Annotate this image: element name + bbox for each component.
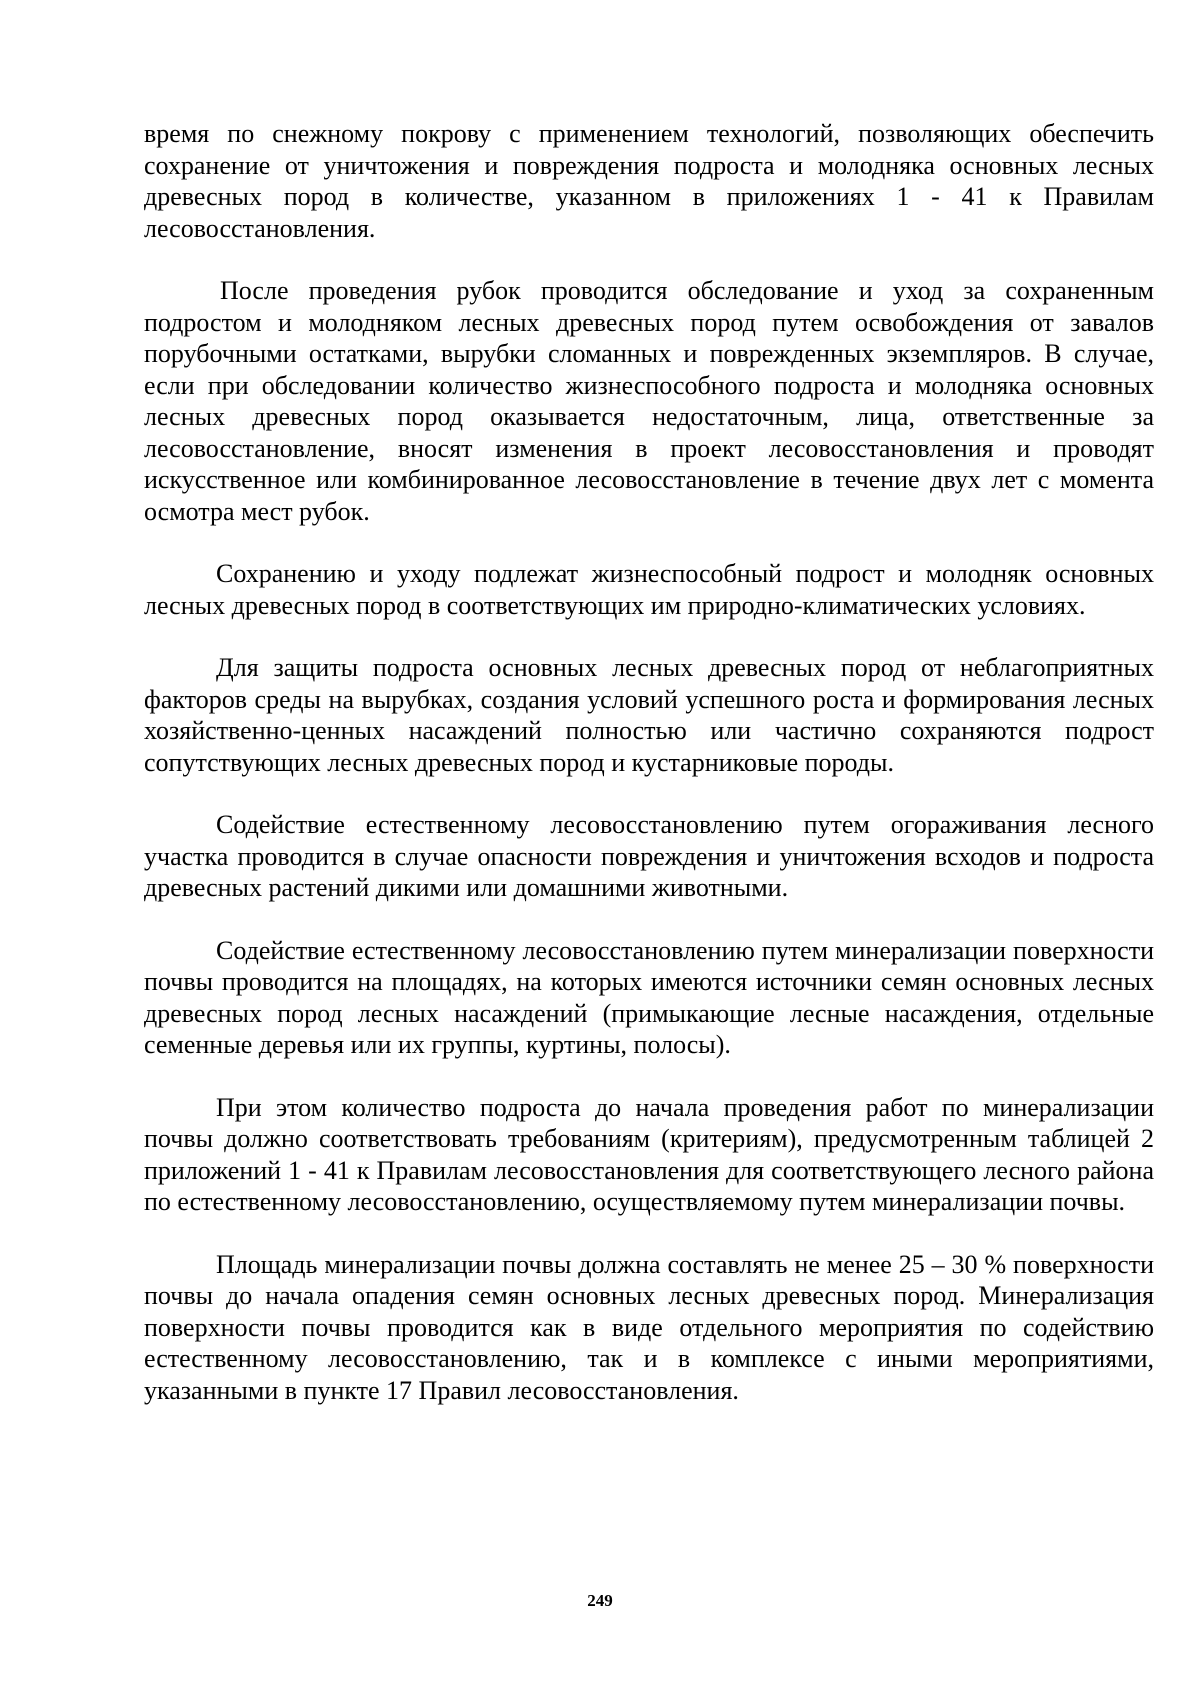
document-body (144, 118, 1154, 1406)
page-number: 249 (587, 1591, 613, 1610)
paragraph-7: При этом количество подроста до начала проведения работ по минерализации почвы должно соответствовать требованиям (критериям), предусмотренным таблицей 2 приложений 1 - 41 к Правилам лесовосстановления для соответствующего лесного района по естественному лесовосстановлению, осуществляемому путем минерализации почвы. (144, 1092, 1154, 1216)
paragraph-1: время по снежному покрову с применением технологий, позволяющих обеспечить сохранение от уничтожения и повреждения подроста и молодняка основных лесных древесных пород в количестве, указанном в приложениях 1 - 41 к Правилам лесовосстановления. (144, 119, 1154, 243)
paragraph-3: Сохранению и уходу подлежат жизнеспособный подрост и молодняк основных лесных древесных пород в соответствующих им природно-климатических условиях. (144, 559, 1154, 620)
paragraph-2: После проведения рубок проводится обследование и уход за сохраненным подростом и молодняком лесных древесных пород путем освобождения от завалов порубочными остатками, вырубки сломанных и поврежденных экземпляров. В случае, если при обследовании количество жизнеспособного подроста и молодняка основных лесных древесных пород оказывается недостаточным, лица, ответственные за лесовосстановление, вносят изменения в проект лесовосстановления и проводят искусственное или комбинированное лесовосстановление в течение двух лет с момента осмотра мест рубок. (144, 276, 1154, 526)
paragraph-5: Содействие естественному лесовосстановлению путем огораживания лесного участка проводится в случае опасности повреждения и уничтожения всходов и подроста древесных растений дикими или домашними животными. (144, 810, 1154, 902)
paragraph-4: Для защиты подроста основных лесных древесных пород от неблагоприятных факторов среды на вырубках, создания условий успешного роста и формирования лесных хозяйственно-ценных насаждений полностью или частично сохраняются подрост сопутствующих лесных древесных пород и кустарниковые породы. (144, 653, 1154, 777)
paragraph-6: Содействие естественному лесовосстановлению путем минерализации поверхности почвы проводится на площадях, на которых имеются источники семян основных лесных древесных пород лесных насаждений (примыкающие лесные насаждения, отдельные семенные деревья или их группы, куртины, полосы). (144, 935, 1154, 1059)
paragraph-8: Площадь минерализации почвы должна составлять не менее 25 – 30 % поверхности почвы до начала опадения семян основных лесных древесных пород. Минерализация поверхности почвы проводится как в виде отдельного мероприятия по содействию естественному лесовосстановлению, так и в комплексе с иными мероприятиями, указанными в пункте 17 Правил лесовосстановления. (144, 1249, 1154, 1405)
